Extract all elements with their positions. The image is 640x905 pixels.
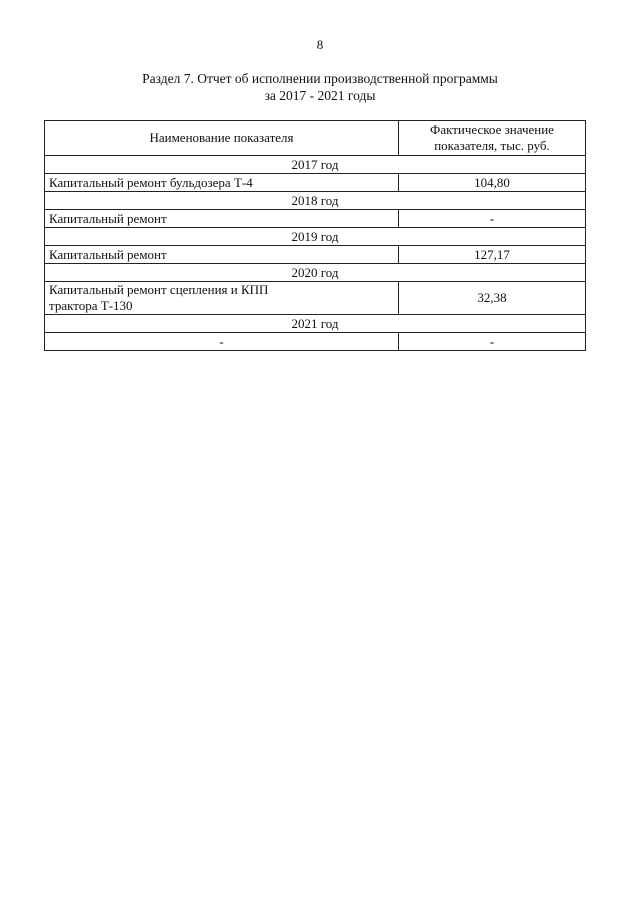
year-row-2021 [45,315,586,333]
year-label: 2020 год [45,264,586,282]
indicator-value: - [399,210,586,228]
year-label: 2021 год [45,315,586,333]
page-number: 8 [316,37,324,52]
indicator-name: Капитальный ремонт [45,210,399,228]
header-actual-value-line1: Фактическое значение [430,122,554,137]
header-actual-value-line2: показателя, тыс. руб. [434,138,550,153]
table-row [45,246,586,264]
indicator-name-line1: Капитальный ремонт сцепления и КПП [49,282,269,297]
year-row-2017 [45,156,586,174]
year-label: 2019 год [45,228,586,246]
header-indicator-name: Наименование показателя [45,121,399,156]
indicator-value: 104,80 [399,174,586,192]
year-row-2019 [45,228,586,246]
year-row-2020 [45,264,586,282]
year-label: 2017 год [45,156,586,174]
table-row [45,333,586,351]
production-program-report-table [44,120,586,351]
table-header-row [45,121,586,156]
section-title-line2: за 2017 - 2021 годы [264,88,376,103]
indicator-name: Капитальный ремонт [45,246,399,264]
indicator-value: 127,17 [399,246,586,264]
indicator-name: - [45,333,399,351]
table-row [45,174,586,192]
section-title [0,70,640,104]
section-title-line1: Раздел 7. Отчет об исполнении производственной программы [142,71,498,86]
year-row-2018 [45,192,586,210]
indicator-value: - [399,333,586,351]
year-label: 2018 год [45,192,586,210]
indicator-name: Капитальный ремонт бульдозера Т-4 [45,174,399,192]
indicator-value: 32,38 [399,282,586,315]
header-actual-value [399,121,586,156]
table-row [45,210,586,228]
indicator-name-line2: трактора Т-130 [49,298,133,313]
table-row [45,282,586,315]
indicator-name [45,282,399,315]
